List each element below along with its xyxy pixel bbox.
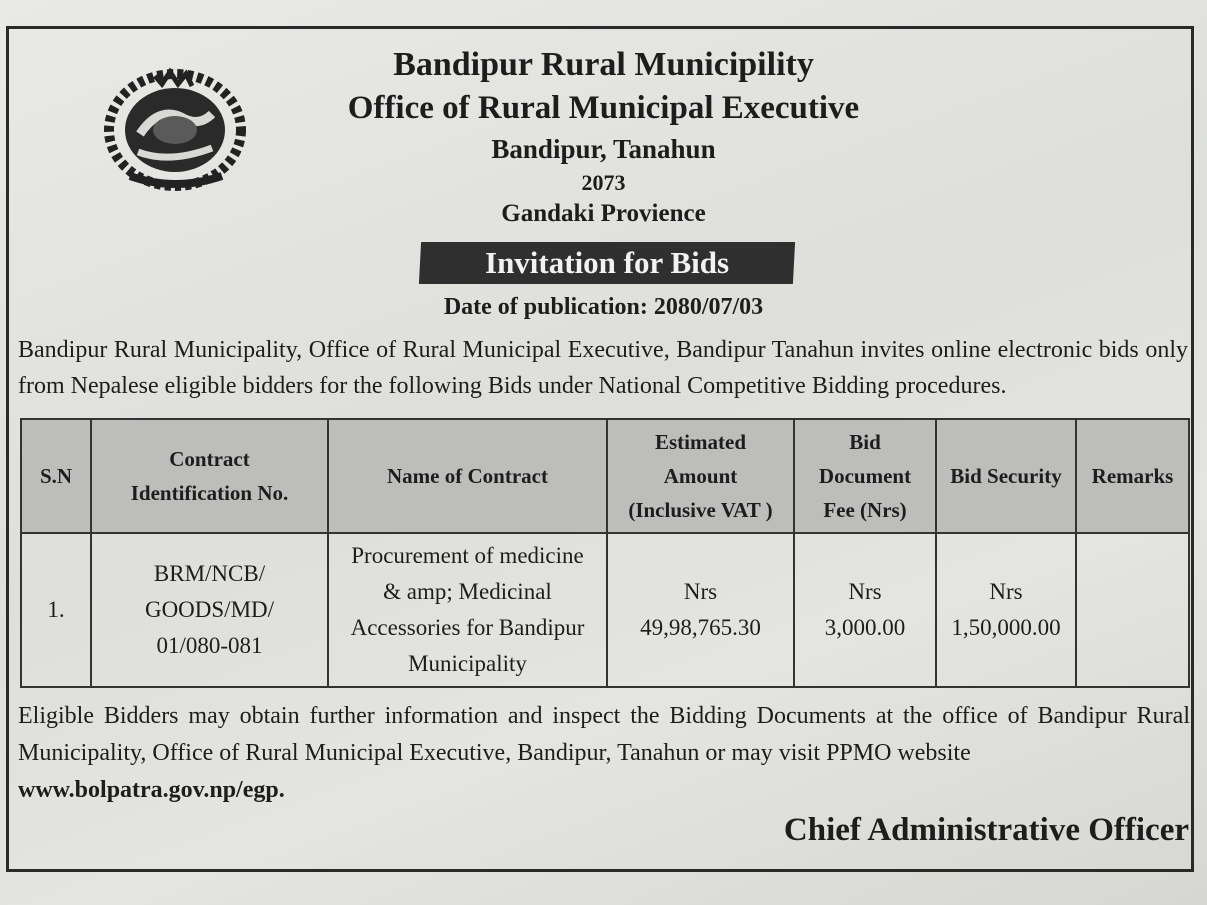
province: Gandaki Provience — [501, 200, 706, 227]
col-header-bid-security: Bid Security — [936, 419, 1076, 533]
footer-text: Eligible Bidders may obtain further information and inspect the Bidding Documents at the office of Bandipur Rural Municipality, Office of Rural Municipal Executive, Bandipur, Tanahun or may visit PPMO website — [18, 703, 1190, 766]
year: 2073 — [581, 170, 626, 195]
municipality-name: Bandipur Rural Municipility — [393, 46, 814, 83]
col-header-sn: S.N — [21, 419, 91, 533]
office-name: Office of Rural Municipal Executive — [347, 90, 860, 126]
cell-contract-name: Procurement of medicine & amp; Medicinal Accessories for Bandipur Municipality — [328, 533, 607, 687]
signature-title: Chief Administrative Officer — [783, 812, 1189, 848]
col-header-document-fee: Bid Document Fee (Nrs) — [794, 419, 936, 533]
footer-paragraph — [18, 698, 1190, 809]
cell-estimated-amount: Nrs 49,98,765.30 — [607, 533, 794, 687]
cell-bid-security: Nrs 1,50,000.00 — [936, 533, 1076, 687]
banner-title: Invitation for Bids — [484, 245, 730, 280]
website-link[interactable]: www.bolpatra.gov.np/egp. — [18, 777, 285, 803]
publication-date: Date of publication: 2080/07/03 — [443, 294, 764, 320]
table-header-row — [21, 419, 1189, 533]
intro-paragraph: Bandipur Rural Municipality, Office of Rural Municipal Executive, Bandipur Tanahun invites online electronic bids only from Nepalese eligible bidders for the following Bids under National Competitive Bidding procedures. — [18, 337, 1188, 399]
title-banner — [419, 242, 795, 284]
col-header-remarks: Remarks — [1076, 419, 1189, 533]
bids-table — [20, 418, 1190, 688]
cell-sn: 1. — [21, 533, 91, 687]
cell-document-fee: Nrs 3,000.00 — [794, 533, 936, 687]
cell-contract-id: BRM/NCB/ GOODS/MD/ 01/080-081 — [91, 533, 328, 687]
cell-remarks — [1076, 533, 1189, 687]
col-header-contract-id: Contract Identification No. — [91, 419, 328, 533]
col-header-contract-name: Name of Contract — [328, 419, 607, 533]
location: Bandipur, Tanahun — [491, 134, 716, 164]
col-header-estimated-amount: Estimated Amount (Inclusive VAT ) — [607, 419, 794, 533]
table-row — [21, 533, 1189, 687]
